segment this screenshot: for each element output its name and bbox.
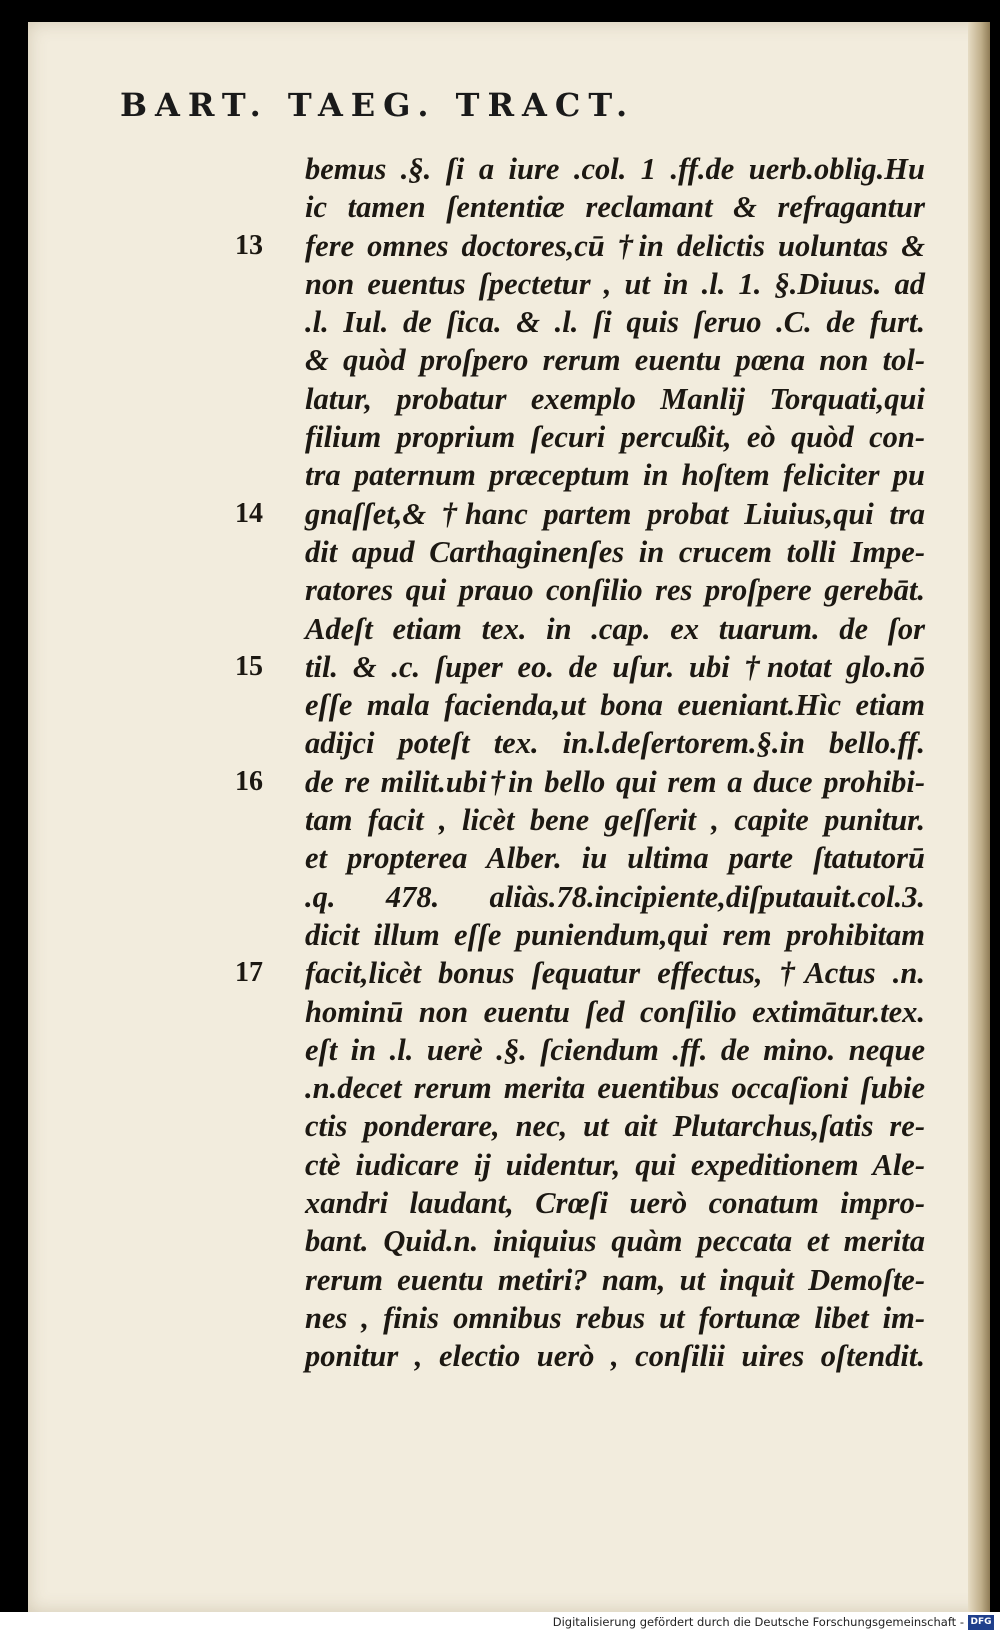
text-line xyxy=(305,1107,925,1145)
line-text: bant. Quid.n. iniquius quàm peccata et merita xyxy=(305,1224,925,1259)
line-text: .l. Iul. de ſica. & .l. ſi quis ſeruo .C. de furt. xyxy=(305,305,925,340)
text-line xyxy=(235,954,925,992)
text-line xyxy=(305,188,925,226)
text-line xyxy=(305,801,925,839)
line-text: nes , finis omnibus rebus ut fortunæ libet im- xyxy=(305,1300,925,1335)
text-line xyxy=(235,495,925,533)
line-text: dit apud Carthaginenſes in crucem tolli Impe- xyxy=(305,534,925,569)
line-text: et propterea Alber. iu ultima parte ſtatutorū xyxy=(305,841,925,876)
line-text: ratores qui prauo conſilio res proſpere gerebāt. xyxy=(305,573,925,608)
text-line xyxy=(305,1069,925,1107)
marginal-number: 13 xyxy=(235,229,263,261)
text-line xyxy=(235,648,925,686)
line-text: xandri laudant, Crœſi uerò conatum impro- xyxy=(305,1186,925,1221)
line-text: bemus .§. ſi a iure .col. 1 .ff.de uerb.oblig.Hu xyxy=(305,152,925,186)
line-text: dicit illum eſſe puniendum,qui rem prohibitam xyxy=(305,917,925,952)
line-text: filium proprium ſecuri percußit, eò quòd con- xyxy=(305,420,925,455)
marginal-number: 17 xyxy=(235,957,263,989)
marginal-number: 14 xyxy=(235,497,263,529)
line-text: latur, probatur exemplo Manlij Torquati,qui xyxy=(305,381,925,416)
line-text: .n.decet rerum merita euentibus occaſioni ſubie xyxy=(305,1071,925,1106)
text-line xyxy=(305,303,925,341)
dfg-logo: DFG xyxy=(968,1615,994,1630)
line-text: tam facit , licèt bene geſſerit , capite punitur. xyxy=(305,803,925,838)
text-line xyxy=(305,916,925,954)
line-text: til. & .c. ſuper eo. de uſur. ubi †notat glo.nō xyxy=(305,649,925,684)
text-line xyxy=(305,418,925,456)
line-text: non euentus ſpectetur , ut in .l. 1. §.Diuus. ad xyxy=(305,266,925,301)
text-line xyxy=(305,1261,925,1299)
line-text: Adeſt etiam tex. in .cap. ex tuarum. de ſor xyxy=(305,611,925,646)
text-line xyxy=(305,265,925,303)
text-line xyxy=(305,1222,925,1260)
line-text: ctè iudicare ij uidentur, qui expeditionem Ale- xyxy=(305,1147,925,1182)
text-line xyxy=(305,571,925,609)
line-text: tra paternum præceptum in hoſtem feliciter pu xyxy=(305,458,925,493)
line-text: facit,licèt bonus ſequatur effectus, †Actus .n. xyxy=(305,956,925,991)
text-line xyxy=(305,1337,925,1375)
line-text: ic tamen ſententiæ reclamant & refragantur xyxy=(305,190,925,225)
marginal-number: 15 xyxy=(235,650,263,682)
line-text: ponitur , electio uerò , conſilii uires oſtendit. xyxy=(305,1339,925,1374)
text-line xyxy=(305,686,925,724)
line-text: eſſe mala facienda,ut bona eueniant.Hìc etiam xyxy=(305,688,925,723)
text-line xyxy=(305,456,925,494)
line-text: ctis ponderare, nec, ut ait Plutarchus,ſatis re- xyxy=(305,1109,925,1144)
running-header: BART. TAEG. TRACT. xyxy=(120,86,636,124)
text-line xyxy=(305,839,925,877)
line-text: & quòd proſpero rerum euentu pœna non tol- xyxy=(305,343,925,378)
body-text xyxy=(235,150,925,1376)
text-line xyxy=(305,878,925,916)
footer-bar xyxy=(0,1612,1000,1634)
text-line xyxy=(305,1184,925,1222)
line-text: .q. 478. aliàs.78.incipiente,diſputauit.col.3. xyxy=(305,879,925,914)
text-line xyxy=(305,610,925,648)
line-text: de re milit.ubi†in bello qui rem a duce prohibi- xyxy=(305,764,925,799)
text-line xyxy=(305,1146,925,1184)
text-line xyxy=(305,993,925,1031)
line-text: hominū non euentu ſed conſilio extimātur.tex. xyxy=(305,994,925,1029)
text-line xyxy=(305,380,925,418)
text-line xyxy=(305,1031,925,1069)
marginal-number: 16 xyxy=(235,765,263,797)
text-line xyxy=(305,533,925,571)
line-text: gnaſſet,& †hanc partem probat Liuius,qui tra xyxy=(305,496,925,531)
line-text: rerum euentu metiri? nam, ut inquit Demoſte- xyxy=(305,1262,925,1297)
text-line xyxy=(305,150,925,188)
page-edge xyxy=(968,22,990,1612)
text-line xyxy=(305,1299,925,1337)
text-line xyxy=(235,227,925,265)
text-line xyxy=(235,763,925,801)
line-text: fere omnes doctores,cū †in delictis uoluntas & xyxy=(305,228,925,263)
footer-credit: Digitalisierung gefördert durch die Deutsche Forschungsgemeinschaft - xyxy=(552,1615,964,1629)
line-text: eſt in .l. uerè .§. ſciendum .ff. de mino. neque xyxy=(305,1032,925,1067)
text-line xyxy=(305,724,925,762)
line-text: adijci poteſt tex. in.l.deſertorem.§.in bello.ff. xyxy=(305,726,925,761)
text-line xyxy=(305,341,925,379)
